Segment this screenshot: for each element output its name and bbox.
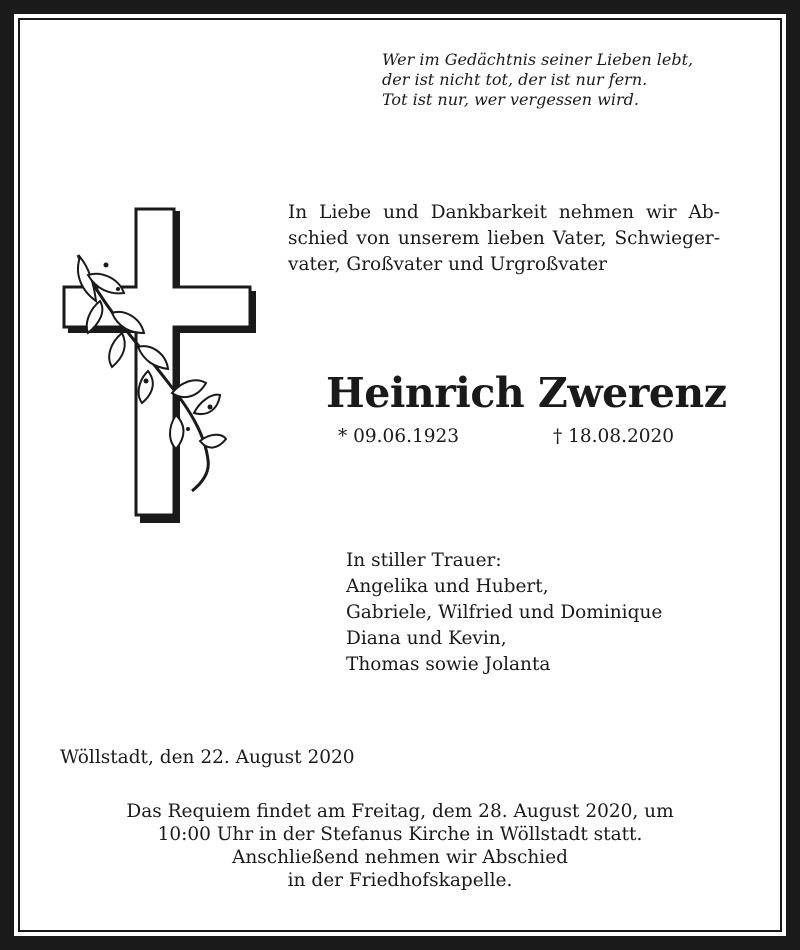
- intro-line: schied von unserem lieben Vater, Schwieger-: [288, 228, 720, 249]
- requiem-announcement: [40, 800, 760, 892]
- requiem-line: Das Requiem findet am Freitag, dem 28. August 2020, um: [126, 801, 674, 822]
- mourner-line: Gabriele, Wilfried und Dominique: [346, 602, 663, 623]
- cross-with-palm-branch-icon: [60, 205, 260, 527]
- quote-line: Wer im Gedächtnis seiner Lieben lebt,: [382, 50, 694, 69]
- requiem-line: Anschließend nehmen wir Abschied: [232, 847, 568, 868]
- intro-line: In Liebe und Dankbarkeit nehmen wir Ab-: [288, 202, 720, 223]
- birth-date: * 09.06.1923: [338, 426, 460, 447]
- farewell-intro: [288, 200, 720, 278]
- deceased-name: Heinrich Zwerenz: [326, 369, 727, 417]
- death-date: † 18.08.2020: [553, 426, 675, 447]
- mourners-heading: In stiller Trauer:: [346, 550, 502, 571]
- place-and-date: Wöllstadt, den 22. August 2020: [60, 747, 355, 768]
- intro-line: vater, Großvater und Urgroßvater: [288, 254, 608, 275]
- mourner-line: Thomas sowie Jolanta: [346, 654, 551, 675]
- requiem-line: in der Friedhofskapelle.: [287, 870, 513, 891]
- memorial-quote: [382, 50, 762, 110]
- mourners-block: [346, 548, 766, 678]
- quote-line: Tot ist nur, wer vergessen wird.: [382, 90, 639, 109]
- quote-line: der ist nicht tot, der ist nur fern.: [382, 70, 648, 89]
- mourner-line: Angelika und Hubert,: [346, 576, 549, 597]
- requiem-line: 10:00 Uhr in der Stefanus Kirche in Wöllstadt statt.: [157, 824, 643, 845]
- mourner-line: Diana und Kevin,: [346, 628, 507, 649]
